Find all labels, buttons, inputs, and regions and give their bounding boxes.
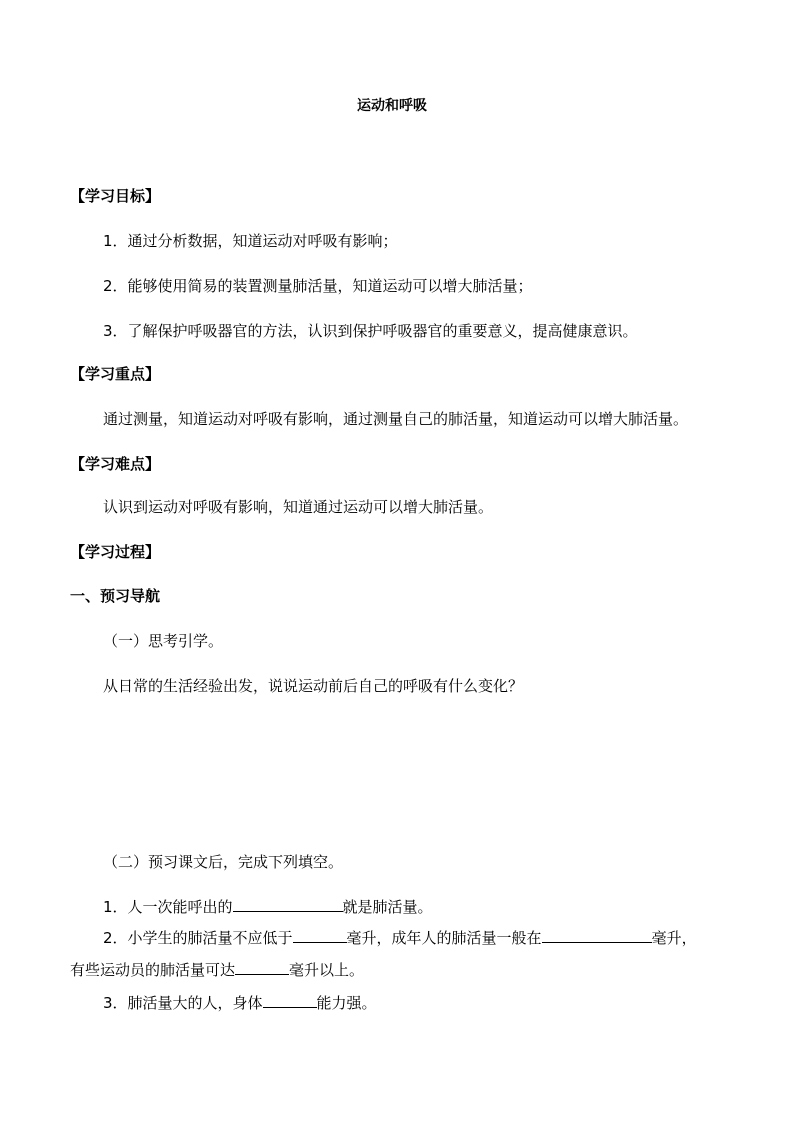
section-heading-preview: 一、预习导航 xyxy=(70,587,161,605)
fill-item-2-line-1 xyxy=(103,928,697,948)
fill-3-text-a: 3．肺活量大的人，身体 xyxy=(103,994,263,1012)
objective-item-3: 3．了解保护呼吸器官的方法，认识到保护呼吸器官的重要意义，提高健康意识。 xyxy=(103,322,638,340)
fill-1-text-b: 就是肺活量。 xyxy=(342,898,433,916)
fill-2-text-a: 2．小学生的肺活量不应低于 xyxy=(103,929,293,947)
key-points-heading: 【学习重点】 xyxy=(70,365,161,383)
objectives-heading: 【学习目标】 xyxy=(70,187,161,205)
fill-2-text-c: 毫升， xyxy=(651,929,697,947)
part2-title: （二）预习课文后，完成下列填空。 xyxy=(103,853,344,871)
fill-2-blank-3[interactable] xyxy=(235,960,289,975)
difficulties-heading: 【学习难点】 xyxy=(70,455,161,473)
page-title: 运动和呼吸 xyxy=(357,98,427,114)
fill-item-2-line-2 xyxy=(70,960,364,980)
fill-1-text-a: 1．人一次能呼出的 xyxy=(103,898,233,916)
fill-3-text-b: 能力强。 xyxy=(316,994,377,1012)
key-points-text: 通过测量，知道运动对呼吸有影响，通过测量自己的肺活量，知道运动可以增大肺活量。 xyxy=(103,410,689,428)
fill-2-blank-2[interactable] xyxy=(542,928,652,943)
part1-question: 从日常的生活经验出发，说说运动前后自己的呼吸有什么变化？ xyxy=(103,677,524,695)
objective-item-1: 1．通过分析数据，知道运动对呼吸有影响； xyxy=(103,232,398,250)
part1-title: （一）思考引学。 xyxy=(103,632,224,650)
objective-item-2: 2．能够使用简易的装置测量肺活量，知道运动可以增大肺活量； xyxy=(103,277,533,295)
fill-2-text-d: 有些运动员的肺活量可达 xyxy=(70,961,236,979)
fill-item-1 xyxy=(103,897,433,917)
process-heading: 【学习过程】 xyxy=(70,543,161,561)
fill-item-3 xyxy=(103,993,377,1013)
fill-2-blank-1[interactable] xyxy=(293,928,347,943)
difficulties-text: 认识到运动对呼吸有影响，知道通过运动可以增大肺活量。 xyxy=(103,498,494,516)
fill-2-text-b: 毫升，成年人的肺活量一般在 xyxy=(346,929,542,947)
fill-2-text-e: 毫升以上。 xyxy=(289,961,365,979)
fill-3-blank[interactable] xyxy=(263,993,317,1008)
fill-1-blank[interactable] xyxy=(233,897,343,912)
